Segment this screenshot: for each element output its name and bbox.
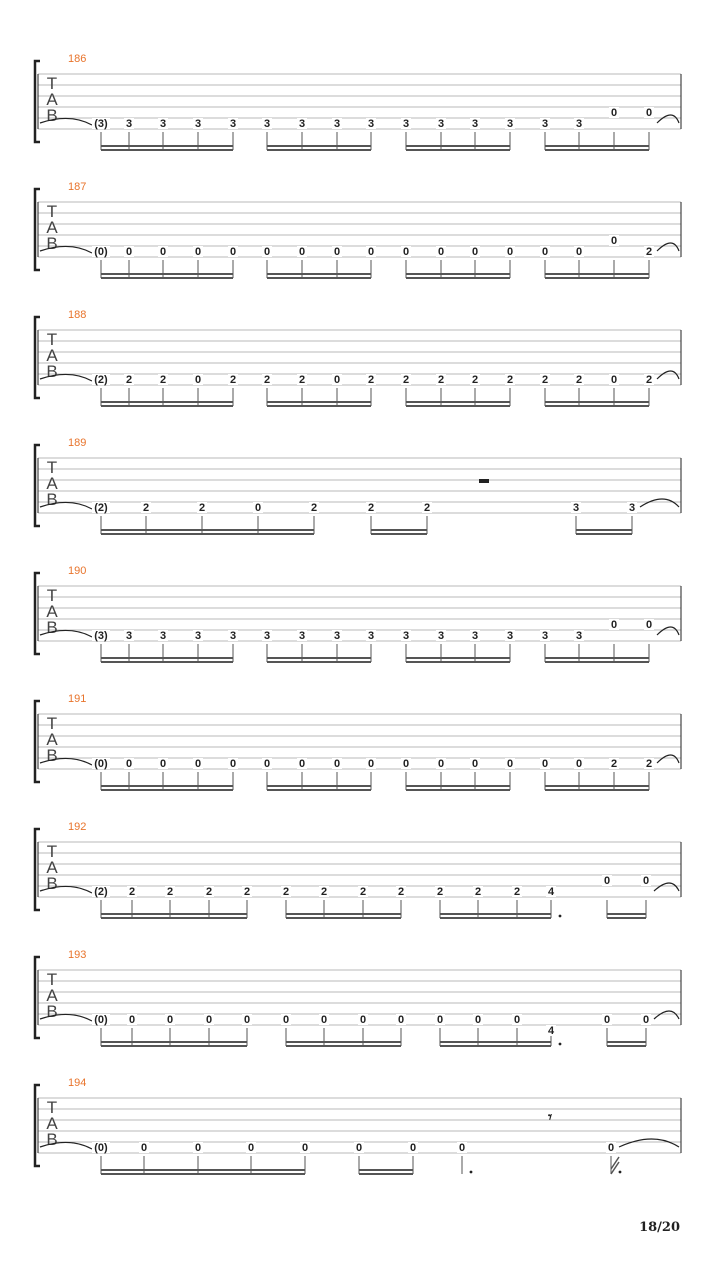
tab-clef-letter: B: [46, 874, 58, 893]
measure-number: 191: [68, 693, 87, 705]
fret-number: 2: [397, 886, 405, 898]
tie-out: [640, 499, 679, 507]
tab-clef-letter: T: [46, 970, 58, 989]
tab-clef-letter: T: [46, 74, 58, 93]
fret-number: 0: [194, 1142, 202, 1154]
tab-clef-letter: A: [46, 858, 58, 877]
measure-number: 189: [68, 437, 87, 449]
tab-clef-letter: A: [46, 602, 58, 621]
fret-number: 2: [423, 502, 431, 514]
tab-clef-letter: B: [46, 234, 58, 253]
tab-clef-letter: T: [46, 586, 58, 605]
fret-number: 3: [263, 630, 271, 642]
tie-out: [657, 755, 679, 763]
fret-number: 0: [243, 1014, 251, 1026]
fret-number: 0: [610, 235, 618, 247]
fret-number: (2): [94, 502, 108, 514]
fret-number: 2: [359, 886, 367, 898]
tab-system: [35, 1077, 681, 1174]
measure-number: 190: [68, 565, 87, 577]
tab-clef-letter: A: [46, 730, 58, 749]
fret-number: 0: [205, 1014, 213, 1026]
fret-number: 0: [301, 1142, 309, 1154]
fret-number: 0: [194, 758, 202, 770]
fret-number: 2: [298, 374, 306, 386]
tie-out: [654, 1011, 679, 1019]
fret-number: 3: [159, 630, 167, 642]
measure-number: 193: [68, 949, 87, 961]
tab-system: [35, 53, 681, 150]
fret-number: 4: [547, 886, 555, 898]
fret-number: 2: [310, 502, 318, 514]
fret-number: 2: [128, 886, 136, 898]
fret-number: 2: [166, 886, 174, 898]
fret-number: 2: [436, 886, 444, 898]
fret-number: 2: [474, 886, 482, 898]
fret-number: 0: [541, 246, 549, 258]
fret-number: 0: [320, 1014, 328, 1026]
fret-number: 0: [194, 374, 202, 386]
fret-number: 2: [506, 374, 514, 386]
fret-number: 0: [282, 1014, 290, 1026]
fret-number: 3: [367, 630, 375, 642]
fret-number: 0: [333, 374, 341, 386]
fret-number: 0: [367, 758, 375, 770]
measure-number: 192: [68, 821, 87, 833]
measure-number: 188: [68, 309, 87, 321]
tab-clef-letter: B: [46, 746, 58, 765]
half-rest: [479, 479, 489, 483]
fret-number: (0): [94, 1142, 108, 1154]
fret-number: 0: [458, 1142, 466, 1154]
fret-number: 3: [628, 502, 636, 514]
fret-number: 3: [572, 502, 580, 514]
tie-out: [657, 115, 679, 123]
tab-clef-letter: B: [46, 618, 58, 637]
fret-number: 0: [610, 107, 618, 119]
fret-number: 0: [610, 619, 618, 631]
fret-number: 0: [397, 1014, 405, 1026]
measure-number: 194: [68, 1077, 87, 1089]
augmentation-dot: [470, 1171, 473, 1174]
fret-number: 3: [229, 118, 237, 130]
measure-number: 187: [68, 181, 87, 193]
fret-number: 2: [541, 374, 549, 386]
tab-clef-letter: T: [46, 714, 58, 733]
fret-number: 0: [575, 758, 583, 770]
fret-number: (0): [94, 246, 108, 258]
tab-clef-letter: T: [46, 202, 58, 221]
fret-number: 2: [282, 886, 290, 898]
fret-number: 3: [263, 118, 271, 130]
tab-clef-letter: A: [46, 1114, 58, 1133]
tab-clef-letter: A: [46, 474, 58, 493]
augmentation-dot: [559, 1043, 562, 1046]
tab-clef-letter: B: [46, 1002, 58, 1021]
fret-number: 2: [402, 374, 410, 386]
fret-number: (0): [94, 758, 108, 770]
measure-number: 186: [68, 53, 87, 65]
fret-number: 2: [367, 502, 375, 514]
fret-number: 0: [298, 246, 306, 258]
tab-system: [35, 949, 681, 1046]
fret-number: 3: [125, 630, 133, 642]
fret-number: 2: [437, 374, 445, 386]
fret-number: 0: [506, 246, 514, 258]
tab-clef-letter: A: [46, 90, 58, 109]
fret-number: 0: [333, 758, 341, 770]
fret-number: 0: [140, 1142, 148, 1154]
tab-clef-letter: T: [46, 1098, 58, 1117]
fret-number: (0): [94, 1014, 108, 1026]
fret-number: 2: [610, 758, 618, 770]
fret-number: 2: [645, 374, 653, 386]
fret-number: 3: [194, 118, 202, 130]
fret-number: 0: [166, 1014, 174, 1026]
augmentation-dot: [619, 1171, 622, 1174]
tab-clef-letter: T: [46, 330, 58, 349]
fret-number: 0: [159, 758, 167, 770]
tab-clef-letter: T: [46, 458, 58, 477]
fret-number: 0: [125, 758, 133, 770]
fret-number: 0: [194, 246, 202, 258]
fret-number: 0: [402, 246, 410, 258]
fret-number: 2: [320, 886, 328, 898]
fret-number: 0: [229, 758, 237, 770]
tie-out: [657, 243, 679, 251]
fret-number: 2: [198, 502, 206, 514]
fret-number: 3: [402, 118, 410, 130]
fret-number: 0: [409, 1142, 417, 1154]
tab-system: [35, 821, 681, 918]
fret-number: 3: [575, 630, 583, 642]
tab-clef-letter: A: [46, 218, 58, 237]
fret-number: 3: [471, 118, 479, 130]
fret-number: 2: [205, 886, 213, 898]
tab-clef-letter: B: [46, 106, 58, 125]
fret-number: 0: [263, 246, 271, 258]
fret-number: 0: [355, 1142, 363, 1154]
fret-number: 3: [506, 630, 514, 642]
fret-number: 0: [541, 758, 549, 770]
fret-number: 2: [159, 374, 167, 386]
tab-clef-letter: A: [46, 986, 58, 1005]
fret-number: 0: [471, 246, 479, 258]
fret-number: 0: [437, 758, 445, 770]
fret-number: 2: [142, 502, 150, 514]
tab-system: [35, 309, 681, 406]
fret-number: 0: [229, 246, 237, 258]
tab-system: [35, 181, 681, 278]
tab-clef-letter: A: [46, 346, 58, 365]
fret-number: 0: [402, 758, 410, 770]
fret-number: 2: [575, 374, 583, 386]
fret-number: 3: [541, 630, 549, 642]
fret-number: 2: [645, 758, 653, 770]
tie-out: [619, 1139, 679, 1147]
fret-number: 2: [513, 886, 521, 898]
fret-number: 0: [603, 1014, 611, 1026]
fret-number: 0: [263, 758, 271, 770]
fret-number: 3: [437, 630, 445, 642]
fret-number: (3): [94, 118, 108, 130]
fret-number: 0: [367, 246, 375, 258]
fret-number: 3: [402, 630, 410, 642]
page-number: 18/20: [639, 1220, 680, 1235]
fret-number: 0: [645, 107, 653, 119]
tie-out: [657, 627, 679, 635]
fret-number: 2: [229, 374, 237, 386]
fret-number: 3: [367, 118, 375, 130]
fret-number: 0: [247, 1142, 255, 1154]
fret-number: 3: [506, 118, 514, 130]
fret-number: 3: [229, 630, 237, 642]
augmentation-dot: [559, 915, 562, 918]
fret-number: 2: [367, 374, 375, 386]
eighth-rest: 𝄾: [548, 1108, 552, 1126]
fret-number: 3: [333, 630, 341, 642]
fret-number: 0: [607, 1142, 615, 1154]
fret-number: 3: [159, 118, 167, 130]
fret-number: 4: [547, 1025, 555, 1037]
tab-clef-letter: B: [46, 490, 58, 509]
fret-number: 0: [437, 246, 445, 258]
fret-number: 3: [194, 630, 202, 642]
fret-number: 0: [128, 1014, 136, 1026]
tab-system: [35, 565, 681, 662]
tab-clef-letter: T: [46, 842, 58, 861]
fret-number: 3: [298, 118, 306, 130]
fret-number: 0: [436, 1014, 444, 1026]
fret-number: 3: [471, 630, 479, 642]
fret-number: 3: [437, 118, 445, 130]
fret-number: 0: [506, 758, 514, 770]
fret-number: 2: [243, 886, 251, 898]
fret-number: 0: [645, 619, 653, 631]
tab-system: [35, 693, 681, 790]
fret-number: 0: [333, 246, 341, 258]
fret-number: 3: [541, 118, 549, 130]
fret-number: 0: [603, 875, 611, 887]
fret-number: 0: [610, 374, 618, 386]
fret-number: 0: [159, 246, 167, 258]
fret-number: 0: [642, 1014, 650, 1026]
fret-number: 3: [298, 630, 306, 642]
fret-number: 2: [263, 374, 271, 386]
fret-number: 0: [474, 1014, 482, 1026]
fret-number: 3: [333, 118, 341, 130]
fret-number: 0: [575, 246, 583, 258]
fret-number: 0: [471, 758, 479, 770]
fret-number: (3): [94, 630, 108, 642]
fret-number: 0: [125, 246, 133, 258]
fret-number: 0: [642, 875, 650, 887]
tie-out: [657, 371, 679, 379]
fret-number: 2: [125, 374, 133, 386]
fret-number: 3: [125, 118, 133, 130]
fret-number: (2): [94, 374, 108, 386]
fret-number: 0: [298, 758, 306, 770]
fret-number: (2): [94, 886, 108, 898]
fret-number: 0: [254, 502, 262, 514]
fret-number: 2: [645, 246, 653, 258]
fret-number: 2: [471, 374, 479, 386]
tab-clef-letter: B: [46, 362, 58, 381]
tab-clef-letter: B: [46, 1130, 58, 1149]
tab-system: [35, 437, 681, 534]
fret-number: 3: [575, 118, 583, 130]
fret-number: 0: [513, 1014, 521, 1026]
fret-number: 0: [359, 1014, 367, 1026]
tie-out: [654, 883, 679, 891]
